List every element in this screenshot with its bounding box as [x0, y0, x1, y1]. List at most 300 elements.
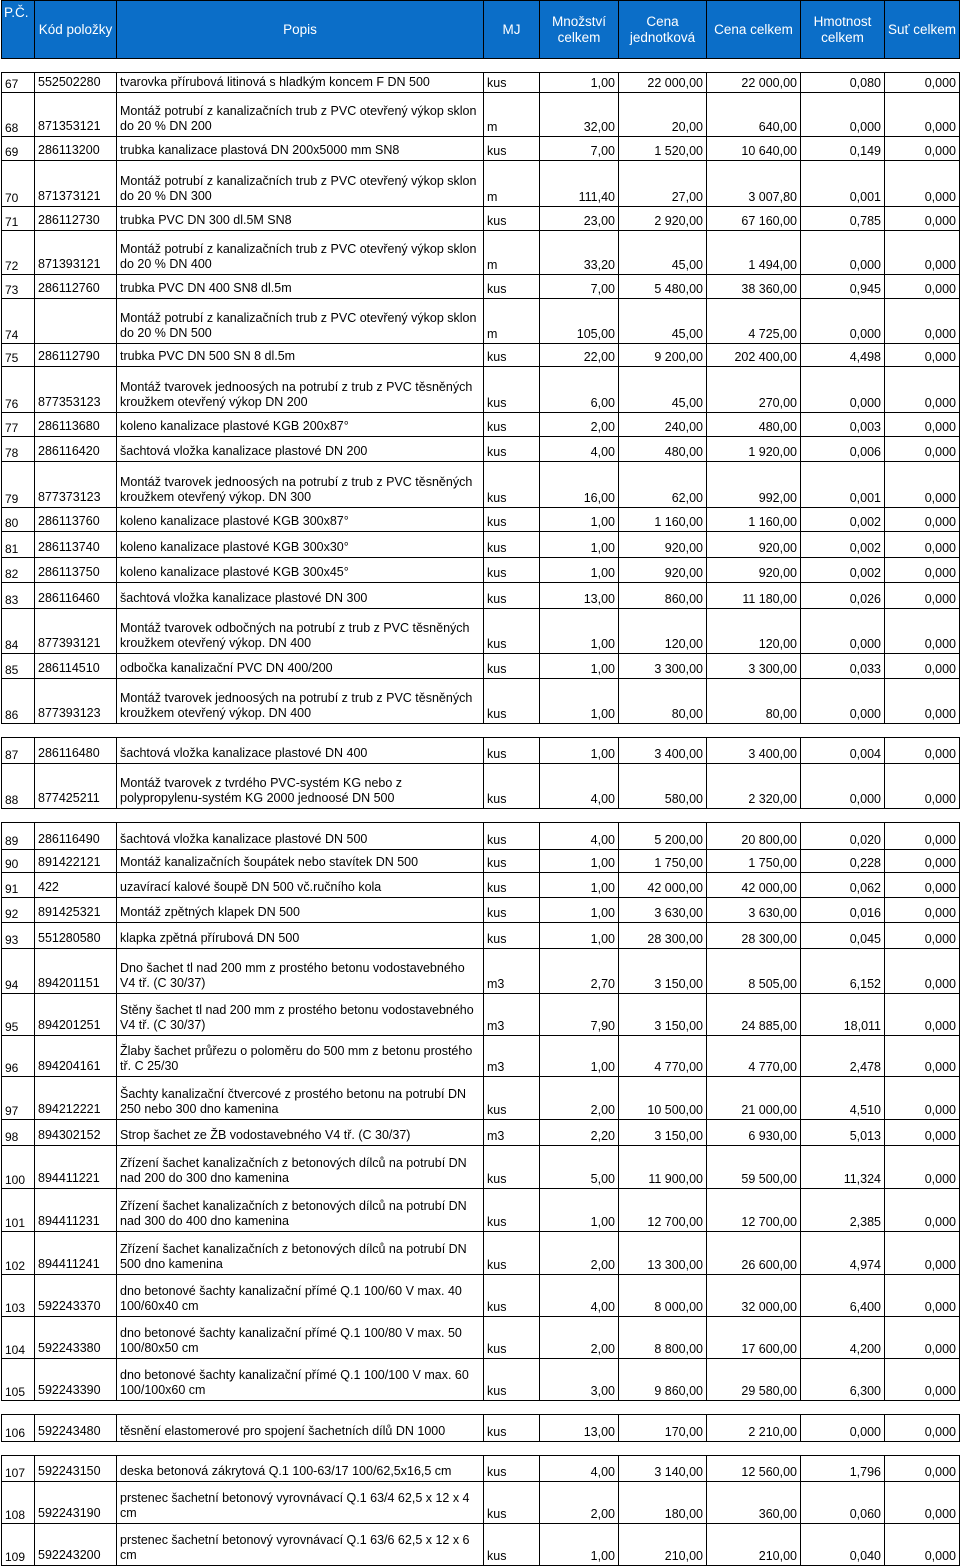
item-number: 81 [2, 532, 35, 558]
item-description: šachtová vložka kanalizace plastové DN 500 [117, 823, 484, 850]
table-row [2, 1232, 960, 1275]
col-header-code: Kód položky [35, 1, 117, 59]
item-code: 286113760 [35, 508, 117, 532]
item-unit-price: 22 000,00 [619, 73, 707, 93]
item-number: 83 [2, 583, 35, 609]
item-unit: m3 [484, 994, 540, 1036]
item-code: 891425321 [35, 898, 117, 923]
item-weight: 6,400 [801, 1275, 885, 1317]
item-quantity: 1,00 [540, 679, 619, 724]
item-weight: 0,004 [801, 738, 885, 764]
item-total-price: 2 320,00 [707, 764, 801, 809]
item-description: dno betonové šachty kanalizační přímé Q.1 100/80 V max. 50 100/80x50 cm [117, 1317, 484, 1359]
item-weight: 0,020 [801, 823, 885, 850]
item-weight: 4,200 [801, 1317, 885, 1359]
item-number: 94 [2, 949, 35, 994]
item-number: 92 [2, 898, 35, 923]
item-weight: 0,060 [801, 1482, 885, 1524]
item-code: 422 [35, 873, 117, 898]
item-code: 877373123 [35, 462, 117, 508]
spacer-row [2, 1401, 960, 1415]
item-number: 75 [2, 344, 35, 367]
table-row [2, 93, 960, 137]
item-description: koleno kanalizace plastové KGB 200x87° [117, 413, 484, 437]
item-description: klapka zpětná přírubová DN 500 [117, 923, 484, 949]
item-quantity: 2,00 [540, 1232, 619, 1275]
spacer-row [2, 59, 960, 73]
table-header [2, 1, 960, 59]
item-code: 592243200 [35, 1524, 117, 1566]
item-unit: kus [484, 437, 540, 462]
item-debris: 0,000 [885, 1120, 960, 1146]
spacer-cell [2, 1401, 960, 1415]
item-unit: kus [484, 508, 540, 532]
item-description: Dno šachet tl nad 200 mm z prostého betonu vodostavebného V4 tř. (C 30/37) [117, 949, 484, 994]
item-weight: 11,324 [801, 1146, 885, 1189]
item-weight: 0,000 [801, 1415, 885, 1442]
item-total-price: 20 800,00 [707, 823, 801, 850]
item-unit: m3 [484, 1120, 540, 1146]
item-number: 72 [2, 231, 35, 275]
item-unit-price: 3 300,00 [619, 654, 707, 679]
table-row [2, 764, 960, 809]
item-description: koleno kanalizace plastové KGB 300x87° [117, 508, 484, 532]
item-quantity: 13,00 [540, 1415, 619, 1442]
item-description: koleno kanalizace plastové KGB 300x30° [117, 532, 484, 558]
item-total-price: 120,00 [707, 609, 801, 654]
item-number: 106 [2, 1415, 35, 1442]
item-total-price: 22 000,00 [707, 73, 801, 93]
item-description: šachtová vložka kanalizace plastové DN 200 [117, 437, 484, 462]
item-debris: 0,000 [885, 1146, 960, 1189]
item-unit-price: 920,00 [619, 558, 707, 583]
item-description: Zřízení šachet kanalizačních z betonových dílců na potrubí DN nad 200 do 300 dno kamenina [117, 1146, 484, 1189]
item-quantity: 5,00 [540, 1146, 619, 1189]
item-number: 91 [2, 873, 35, 898]
item-unit-price: 3 150,00 [619, 1120, 707, 1146]
item-number: 96 [2, 1036, 35, 1077]
item-total-price: 32 000,00 [707, 1275, 801, 1317]
item-quantity: 1,00 [540, 850, 619, 873]
table-row [2, 583, 960, 609]
item-weight: 6,300 [801, 1359, 885, 1401]
item-description: Montáž tvarovek jednoosých na potrubí z trub z PVC těsněných kroužkem otevřený výkop. DN 300 [117, 462, 484, 508]
spacer-row [2, 724, 960, 738]
budget-sheet [1, 0, 959, 1566]
table-row [2, 532, 960, 558]
item-debris: 0,000 [885, 1232, 960, 1275]
item-unit: m [484, 161, 540, 207]
item-unit: kus [484, 275, 540, 299]
item-code: 551280580 [35, 923, 117, 949]
spacer-cell [2, 1442, 960, 1456]
item-unit-price: 210,00 [619, 1524, 707, 1566]
item-unit: m3 [484, 1036, 540, 1077]
table-row [2, 508, 960, 532]
item-code: 592243190 [35, 1482, 117, 1524]
item-unit-price: 480,00 [619, 437, 707, 462]
item-weight: 0,016 [801, 898, 885, 923]
item-total-price: 11 180,00 [707, 583, 801, 609]
item-weight: 0,040 [801, 1524, 885, 1566]
item-unit: kus [484, 137, 540, 161]
item-description: Stěny šachet tl nad 200 mm z prostého betonu vodostavebného V4 tř. (C 30/37) [117, 994, 484, 1036]
item-description: prstenec šachetní betonový vyrovnávací Q.1 63/6 62,5 x 12 x 6 cm [117, 1524, 484, 1566]
item-code: 894212221 [35, 1077, 117, 1120]
item-description: Montáž potrubí z kanalizačních trub z PVC otevřený výkop sklon do 20 % DN 200 [117, 93, 484, 137]
item-unit: kus [484, 207, 540, 231]
item-unit-price: 580,00 [619, 764, 707, 809]
item-total-price: 21 000,00 [707, 1077, 801, 1120]
item-unit-price: 1 750,00 [619, 850, 707, 873]
item-quantity: 3,00 [540, 1359, 619, 1401]
item-code: 286113200 [35, 137, 117, 161]
item-weight: 0,000 [801, 367, 885, 413]
item-debris: 0,000 [885, 1524, 960, 1566]
item-number: 73 [2, 275, 35, 299]
table-row [2, 207, 960, 231]
item-weight: 0,785 [801, 207, 885, 231]
item-quantity: 1,00 [540, 898, 619, 923]
item-unit: kus [484, 738, 540, 764]
item-description: uzavírací kalové šoupě DN 500 vč.ručního kola [117, 873, 484, 898]
item-unit-price: 80,00 [619, 679, 707, 724]
item-unit: kus [484, 1275, 540, 1317]
item-total-price: 28 300,00 [707, 923, 801, 949]
item-unit: kus [484, 764, 540, 809]
item-quantity: 1,00 [540, 1189, 619, 1232]
item-debris: 0,000 [885, 1415, 960, 1442]
item-debris: 0,000 [885, 93, 960, 137]
item-unit-price: 8 000,00 [619, 1275, 707, 1317]
table-row [2, 738, 960, 764]
item-debris: 0,000 [885, 437, 960, 462]
item-description: šachtová vložka kanalizace plastové DN 400 [117, 738, 484, 764]
spacer-row [2, 1442, 960, 1456]
item-code: 286112730 [35, 207, 117, 231]
item-unit-price: 9 200,00 [619, 344, 707, 367]
item-unit: kus [484, 679, 540, 724]
table-row [2, 437, 960, 462]
table-row [2, 367, 960, 413]
item-debris: 0,000 [885, 873, 960, 898]
item-code: 552502280 [35, 73, 117, 93]
item-code: 286114510 [35, 654, 117, 679]
spacer-cell [2, 809, 960, 823]
item-debris: 0,000 [885, 609, 960, 654]
item-number: 103 [2, 1275, 35, 1317]
item-debris: 0,000 [885, 207, 960, 231]
item-total-price: 12 700,00 [707, 1189, 801, 1232]
item-unit: kus [484, 1189, 540, 1232]
item-unit: kus [484, 413, 540, 437]
item-debris: 0,000 [885, 994, 960, 1036]
item-number: 80 [2, 508, 35, 532]
item-number: 101 [2, 1189, 35, 1232]
item-unit-price: 11 900,00 [619, 1146, 707, 1189]
item-code: 286113680 [35, 413, 117, 437]
item-description: těsnění elastomerové pro spojení šachetních dílů DN 1000 [117, 1415, 484, 1442]
item-number: 85 [2, 654, 35, 679]
item-total-price: 80,00 [707, 679, 801, 724]
item-weight: 0,006 [801, 437, 885, 462]
item-number: 100 [2, 1146, 35, 1189]
item-unit: kus [484, 532, 540, 558]
item-total-price: 12 560,00 [707, 1456, 801, 1482]
item-weight: 0,045 [801, 923, 885, 949]
item-unit: m [484, 93, 540, 137]
table-row [2, 1524, 960, 1566]
item-unit-price: 3 150,00 [619, 949, 707, 994]
col-header-debris: Suť celkem [885, 1, 960, 59]
item-unit-price: 45,00 [619, 299, 707, 344]
col-header-total-price: Cena celkem [707, 1, 801, 59]
item-quantity: 2,70 [540, 949, 619, 994]
item-code: 894201251 [35, 994, 117, 1036]
item-weight: 0,149 [801, 137, 885, 161]
item-description: deska betonová zákrytová Q.1 100-63/17 100/62,5x16,5 cm [117, 1456, 484, 1482]
item-code: 286116490 [35, 823, 117, 850]
item-total-price: 24 885,00 [707, 994, 801, 1036]
table-row [2, 994, 960, 1036]
item-number: 69 [2, 137, 35, 161]
item-unit-price: 1 160,00 [619, 508, 707, 532]
item-quantity: 22,00 [540, 344, 619, 367]
item-quantity: 23,00 [540, 207, 619, 231]
item-unit: kus [484, 367, 540, 413]
item-description: Zřízení šachet kanalizačních z betonových dílců na potrubí DN nad 300 do 400 dno kamenina [117, 1189, 484, 1232]
item-debris: 0,000 [885, 367, 960, 413]
item-unit: kus [484, 344, 540, 367]
item-unit-price: 20,00 [619, 93, 707, 137]
item-weight: 4,974 [801, 1232, 885, 1275]
item-total-price: 3 007,80 [707, 161, 801, 207]
item-quantity: 32,00 [540, 93, 619, 137]
item-unit-price: 13 300,00 [619, 1232, 707, 1275]
item-quantity: 7,00 [540, 137, 619, 161]
item-number: 84 [2, 609, 35, 654]
item-total-price: 1 494,00 [707, 231, 801, 275]
item-number: 89 [2, 823, 35, 850]
item-quantity: 111,40 [540, 161, 619, 207]
item-quantity: 1,00 [540, 1036, 619, 1077]
item-number: 67 [2, 73, 35, 93]
table-row [2, 231, 960, 275]
item-code: 894411241 [35, 1232, 117, 1275]
item-weight: 4,510 [801, 1077, 885, 1120]
item-description: Montáž tvarovek z tvrdého PVC-systém KG nebo z polypropylenu-systém KG 2000 jednoosé DN 500 [117, 764, 484, 809]
item-quantity: 2,20 [540, 1120, 619, 1146]
table-row [2, 1415, 960, 1442]
item-code: 894201151 [35, 949, 117, 994]
item-quantity: 2,00 [540, 1482, 619, 1524]
item-quantity: 16,00 [540, 462, 619, 508]
table-row [2, 679, 960, 724]
table-row [2, 1275, 960, 1317]
item-total-price: 3 630,00 [707, 898, 801, 923]
item-unit-price: 3 400,00 [619, 738, 707, 764]
item-code: 286112790 [35, 344, 117, 367]
item-unit: kus [484, 923, 540, 949]
table-row [2, 413, 960, 437]
items-table [1, 0, 960, 1566]
item-debris: 0,000 [885, 823, 960, 850]
item-quantity: 1,00 [540, 558, 619, 583]
item-weight: 0,002 [801, 508, 885, 532]
item-debris: 0,000 [885, 532, 960, 558]
item-unit-price: 12 700,00 [619, 1189, 707, 1232]
item-description: Montáž potrubí z kanalizačních trub z PVC otevřený výkop sklon do 20 % DN 500 [117, 299, 484, 344]
item-number: 105 [2, 1359, 35, 1401]
item-number: 88 [2, 764, 35, 809]
item-debris: 0,000 [885, 462, 960, 508]
col-header-weight: Hmotnost celkem [801, 1, 885, 59]
item-description: trubka PVC DN 400 SN8 dl.5m [117, 275, 484, 299]
item-weight: 1,796 [801, 1456, 885, 1482]
item-quantity: 1,00 [540, 609, 619, 654]
item-weight: 0,080 [801, 73, 885, 93]
item-description: trubka kanalizace plastová DN 200x5000 mm SN8 [117, 137, 484, 161]
item-code: 894411221 [35, 1146, 117, 1189]
table-row [2, 949, 960, 994]
item-weight: 0,001 [801, 462, 885, 508]
item-number: 82 [2, 558, 35, 583]
item-debris: 0,000 [885, 1456, 960, 1482]
item-debris: 0,000 [885, 275, 960, 299]
table-row [2, 344, 960, 367]
item-quantity: 4,00 [540, 1275, 619, 1317]
item-unit-price: 2 920,00 [619, 207, 707, 231]
item-total-price: 920,00 [707, 558, 801, 583]
item-unit: kus [484, 1317, 540, 1359]
item-weight: 0,000 [801, 231, 885, 275]
table-row [2, 275, 960, 299]
item-weight: 0,000 [801, 679, 885, 724]
item-unit: kus [484, 1482, 540, 1524]
item-description: dno betonové šachty kanalizační přímé Q.1 100/100 V max. 60 100/100x60 cm [117, 1359, 484, 1401]
item-quantity: 4,00 [540, 437, 619, 462]
item-unit: kus [484, 850, 540, 873]
item-unit-price: 5 480,00 [619, 275, 707, 299]
item-code: 877393121 [35, 609, 117, 654]
item-debris: 0,000 [885, 73, 960, 93]
item-total-price: 4 725,00 [707, 299, 801, 344]
item-unit: m [484, 231, 540, 275]
item-number: 77 [2, 413, 35, 437]
item-description: Montáž potrubí z kanalizačních trub z PVC otevřený výkop sklon do 20 % DN 400 [117, 231, 484, 275]
item-total-price: 2 210,00 [707, 1415, 801, 1442]
item-unit: kus [484, 609, 540, 654]
item-debris: 0,000 [885, 949, 960, 994]
item-unit: kus [484, 73, 540, 93]
item-weight: 0,002 [801, 532, 885, 558]
item-total-price: 4 770,00 [707, 1036, 801, 1077]
item-debris: 0,000 [885, 654, 960, 679]
item-total-price: 8 505,00 [707, 949, 801, 994]
item-unit-price: 5 200,00 [619, 823, 707, 850]
item-debris: 0,000 [885, 1275, 960, 1317]
item-unit: kus [484, 1359, 540, 1401]
item-description: Montáž kanalizačních šoupátek nebo stavítek DN 500 [117, 850, 484, 873]
item-quantity: 2,00 [540, 1317, 619, 1359]
item-code: 894204161 [35, 1036, 117, 1077]
item-quantity: 2,00 [540, 413, 619, 437]
item-total-price: 480,00 [707, 413, 801, 437]
item-debris: 0,000 [885, 1189, 960, 1232]
spacer-row [2, 809, 960, 823]
item-number: 78 [2, 437, 35, 462]
item-number: 74 [2, 299, 35, 344]
spacer-cell [2, 724, 960, 738]
item-weight: 0,001 [801, 161, 885, 207]
item-unit-price: 3 150,00 [619, 994, 707, 1036]
item-quantity: 6,00 [540, 367, 619, 413]
item-quantity: 1,00 [540, 873, 619, 898]
item-total-price: 42 000,00 [707, 873, 801, 898]
item-unit: kus [484, 1456, 540, 1482]
table-row [2, 1456, 960, 1482]
item-number: 70 [2, 161, 35, 207]
item-quantity: 2,00 [540, 1077, 619, 1120]
item-quantity: 1,00 [540, 1524, 619, 1566]
item-description: Zřízení šachet kanalizačních z betonových dílců na potrubí DN 500 dno kamenina [117, 1232, 484, 1275]
item-debris: 0,000 [885, 1317, 960, 1359]
item-unit: kus [484, 898, 540, 923]
item-weight: 2,385 [801, 1189, 885, 1232]
item-debris: 0,000 [885, 558, 960, 583]
item-number: 79 [2, 462, 35, 508]
table-row [2, 1120, 960, 1146]
item-unit: kus [484, 873, 540, 898]
item-unit-price: 27,00 [619, 161, 707, 207]
item-weight: 0,033 [801, 654, 885, 679]
item-description: Montáž potrubí z kanalizačních trub z PVC otevřený výkop sklon do 20 % DN 300 [117, 161, 484, 207]
table-row [2, 73, 960, 93]
item-quantity: 13,00 [540, 583, 619, 609]
table-row [2, 1317, 960, 1359]
item-debris: 0,000 [885, 344, 960, 367]
item-weight: 0,945 [801, 275, 885, 299]
item-unit-price: 9 860,00 [619, 1359, 707, 1401]
item-weight: 2,478 [801, 1036, 885, 1077]
item-number: 93 [2, 923, 35, 949]
item-code: 877353123 [35, 367, 117, 413]
item-total-price: 1 920,00 [707, 437, 801, 462]
item-unit-price: 1 520,00 [619, 137, 707, 161]
item-unit: kus [484, 1415, 540, 1442]
item-code: 877425211 [35, 764, 117, 809]
item-total-price: 920,00 [707, 532, 801, 558]
item-code: 877393123 [35, 679, 117, 724]
item-quantity: 1,00 [540, 738, 619, 764]
item-unit-price: 180,00 [619, 1482, 707, 1524]
item-number: 102 [2, 1232, 35, 1275]
item-code: 592243370 [35, 1275, 117, 1317]
item-description: Montáž tvarovek odbočných na potrubí z trub z PVC těsněných kroužkem otevřený výkop. DN 400 [117, 609, 484, 654]
item-quantity: 4,00 [540, 1456, 619, 1482]
item-number: 95 [2, 994, 35, 1036]
item-unit-price: 240,00 [619, 413, 707, 437]
table-row [2, 462, 960, 508]
item-total-price: 360,00 [707, 1482, 801, 1524]
table-row [2, 1077, 960, 1120]
item-total-price: 3 400,00 [707, 738, 801, 764]
item-quantity: 105,00 [540, 299, 619, 344]
item-unit-price: 3 630,00 [619, 898, 707, 923]
item-code: 286116480 [35, 738, 117, 764]
item-total-price: 992,00 [707, 462, 801, 508]
item-quantity: 1,00 [540, 73, 619, 93]
